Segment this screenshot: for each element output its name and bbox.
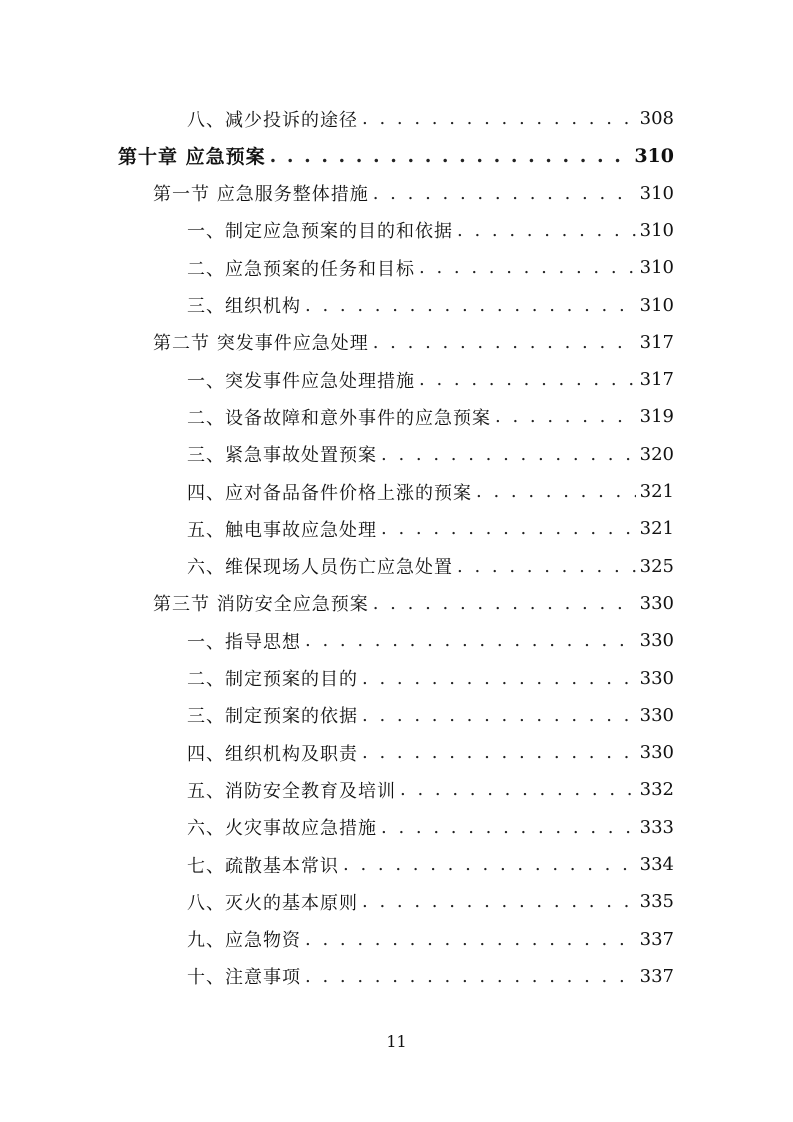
dot-leader [373,593,636,614]
dot-leader [305,966,636,987]
dot-leader [495,406,636,427]
toc-entry-item[interactable] [187,436,674,473]
dot-leader [381,817,636,838]
dot-leader [476,481,636,502]
toc-entry-page: 330 [639,704,674,726]
dot-leader [373,183,636,204]
toc-entry-section[interactable] [153,175,674,212]
dot-leader [381,518,636,539]
toc-entry-item[interactable] [187,958,674,995]
toc-entry-item[interactable] [187,622,674,659]
dot-leader [400,779,636,800]
toc-entry-item[interactable] [187,548,674,585]
dot-leader [362,705,636,726]
dot-leader [343,854,636,875]
toc-entry-page: 335 [639,891,674,913]
dot-leader [362,668,636,689]
toc-entry-page: 332 [639,779,674,801]
toc-entry-page: 317 [639,369,674,391]
toc-entry-item[interactable] [187,660,674,697]
toc-entry-title: 第一节 应急服务整体措施 [153,184,369,206]
toc-entry-page: 321 [639,518,674,540]
toc-entry-item[interactable] [187,287,674,324]
toc-entry-page: 330 [639,667,674,689]
dot-leader [373,332,636,353]
toc-entry-title: 第三节 消防安全应急预案 [153,594,369,616]
toc-entry-page: 330 [639,742,674,764]
toc-entry-page: 310 [639,257,674,279]
dot-leader [419,369,636,390]
dot-leader [457,220,636,241]
toc-entry-title: 四、组织机构及职责 [187,743,358,765]
toc-entry-page: 310 [639,182,674,204]
toc-entry-title: 三、制定预案的依据 [187,706,358,728]
toc-entry-page: 337 [639,928,674,950]
dot-leader [305,295,636,316]
toc-entry-page: 308 [639,108,674,129]
toc-entry-item[interactable] [187,809,674,846]
toc-entry-section[interactable] [153,585,674,622]
toc-entry-section[interactable] [153,324,674,361]
toc-entry-item[interactable] [187,398,674,435]
toc-entry-title: 二、制定预案的目的 [187,669,358,690]
toc-entry-item[interactable] [187,734,674,771]
toc-entry-title: 一、制定应急预案的目的和依据 [187,221,453,243]
toc-entry-item[interactable] [187,249,674,286]
toc-entry-item[interactable] [187,100,674,137]
toc-entry-page: 320 [639,443,674,465]
toc-entry-title: 三、组织机构 [187,296,301,317]
toc-entry-title: 六、火灾事故应急措施 [187,818,377,840]
toc-entry-page: 319 [639,406,674,428]
dot-leader [270,145,631,167]
dot-leader [381,444,636,465]
toc-entry-item[interactable] [187,473,674,510]
toc-entry-page: 310 [634,144,674,167]
toc-entry-title: 一、指导思想 [187,631,301,653]
toc-entry-title: 十、注意事项 [187,967,301,989]
dot-leader [362,891,636,912]
toc-entry-item[interactable] [187,510,674,547]
toc-entry-page: 337 [639,965,674,987]
dot-leader [305,630,636,651]
toc-entry-title: 四、应对备品备件价格上涨的预案 [187,482,472,504]
toc-entry-item[interactable] [187,883,674,920]
toc-entry-item[interactable] [187,212,674,249]
toc-entry-page: 310 [639,294,674,316]
toc-entry-title: 八、灭火的基本原则 [187,892,358,914]
toc-entry-chapter[interactable] [118,137,674,174]
dot-leader [457,556,636,577]
toc-entry-title: 二、应急预案的任务和目标 [187,258,415,280]
toc-entry-page: 325 [639,555,674,577]
toc-entry-title: 六、维保现场人员伤亡应急处置 [187,557,453,579]
toc-entry-item[interactable] [187,846,674,883]
toc-entry-page: 330 [639,592,674,614]
toc-entry-page: 330 [639,630,674,652]
toc-entry-title: 一、突发事件应急处理措施 [187,370,415,392]
toc-entry-title: 第二节 突发事件应急处理 [153,333,369,355]
toc-entry-item[interactable] [187,921,674,958]
toc-entry-title: 九、应急物资 [187,930,301,952]
toc-entry-page: 333 [639,816,674,838]
toc-entry-title: 二、设备故障和意外事件的应急预案 [187,407,491,429]
toc-entry-title: 三、紧急事故处置预案 [187,445,377,467]
toc-entry-item[interactable] [187,771,674,808]
toc-entry-title: 八、减少投诉的途径 [187,109,358,131]
dot-leader [305,929,636,950]
toc-entry-page: 321 [639,481,674,502]
toc-entry-title: 第十章 应急预案 [118,146,266,169]
toc-entry-page: 317 [639,331,674,353]
toc-entry-title: 五、消防安全教育及培训 [187,780,396,802]
toc-entry-item[interactable] [187,697,674,734]
toc-entry-page: 310 [639,219,674,241]
toc-entry-title: 五、触电事故应急处理 [187,519,377,541]
toc-entry-title: 七、疏散基本常识 [187,855,339,877]
dot-leader [362,742,636,763]
dot-leader [362,108,636,129]
dot-leader [419,257,636,278]
toc-entry-item[interactable] [187,361,674,398]
page-number: 11 [386,1032,407,1051]
toc-entry-page: 334 [639,854,674,875]
